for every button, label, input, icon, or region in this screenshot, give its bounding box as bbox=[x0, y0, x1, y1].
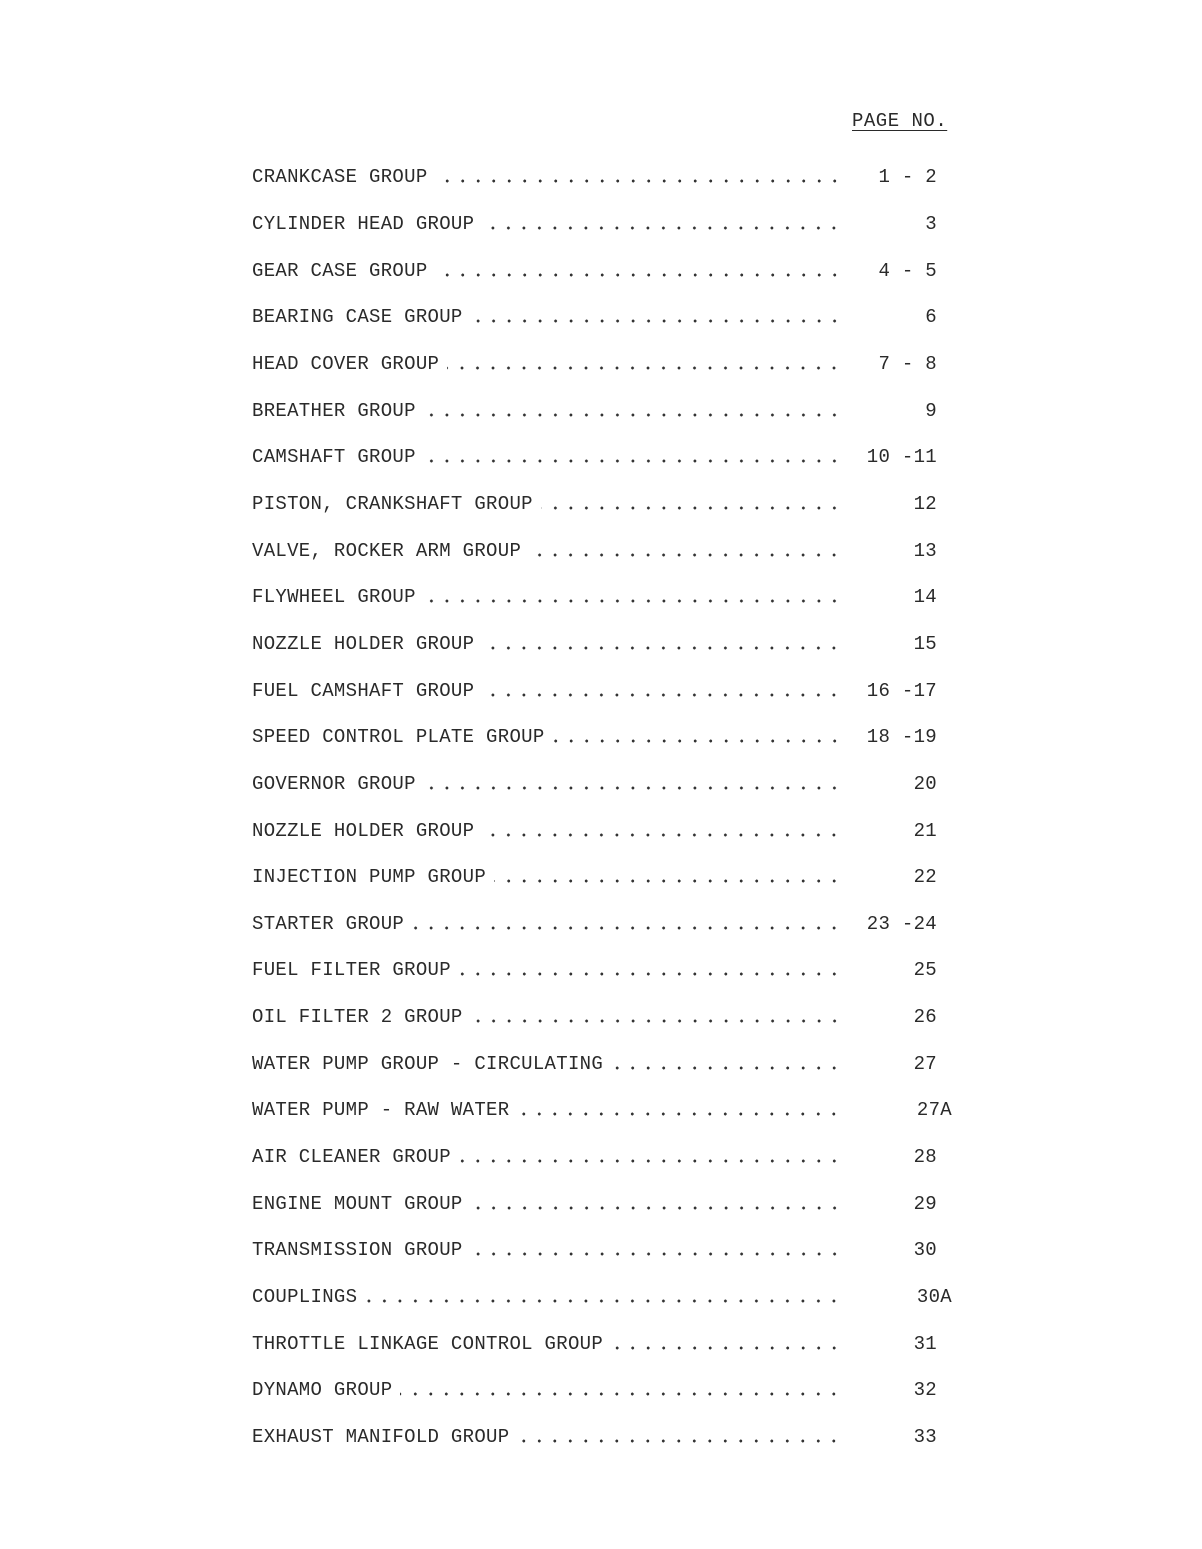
dot-leader bbox=[436, 273, 842, 277]
toc-entry bbox=[252, 294, 952, 341]
toc-entry-page: 30 bbox=[913, 1239, 937, 1262]
dot-leader bbox=[424, 459, 842, 463]
toc-entry-title: FUEL CAMSHAFT GROUP bbox=[252, 679, 475, 702]
toc-entry-page: 12 bbox=[913, 492, 937, 515]
dot-leader bbox=[400, 1392, 842, 1396]
toc-entry-page: 31 bbox=[913, 1332, 937, 1355]
dot-leader bbox=[482, 833, 842, 837]
dot-leader bbox=[471, 319, 842, 323]
dot-leader bbox=[412, 926, 842, 930]
dot-leader bbox=[424, 413, 842, 417]
dot-leader bbox=[471, 1252, 842, 1256]
toc-entry bbox=[252, 1087, 952, 1134]
page-no-header: PAGE NO. bbox=[852, 110, 948, 132]
toc-entry-page: 33 bbox=[913, 1426, 937, 1449]
toc-entry-page: 3 bbox=[925, 212, 937, 235]
dot-leader bbox=[424, 599, 842, 603]
toc-entry-page: 10 -11 bbox=[866, 446, 937, 469]
toc-entry-title: TRANSMISSION GROUP bbox=[252, 1239, 463, 1262]
toc-entry-title: CYLINDER HEAD GROUP bbox=[252, 212, 475, 235]
toc-entry bbox=[252, 667, 952, 714]
dot-leader bbox=[482, 693, 842, 697]
toc-entry bbox=[252, 947, 952, 994]
toc-entry-page: 9 bbox=[925, 399, 937, 422]
toc-entry-title: COUPLINGS bbox=[252, 1286, 358, 1309]
toc-entry bbox=[252, 481, 952, 528]
toc-entry-title: ENGINE MOUNT GROUP bbox=[252, 1192, 463, 1215]
toc-entry-page: 22 bbox=[913, 866, 937, 889]
toc-entry-page: 25 bbox=[913, 959, 937, 982]
dot-leader bbox=[541, 506, 842, 510]
toc-entry-title: AIR CLEANER GROUP bbox=[252, 1146, 451, 1169]
dot-leader bbox=[517, 1112, 842, 1116]
toc-entry-title: VALVE, ROCKER ARM GROUP bbox=[252, 539, 522, 562]
toc-entry bbox=[252, 1367, 952, 1414]
toc-entry-page: 20 bbox=[913, 772, 937, 795]
toc-entry bbox=[252, 247, 952, 294]
toc-entry-page: 27A bbox=[916, 1099, 952, 1122]
toc-entry-page: 32 bbox=[913, 1379, 937, 1402]
dot-leader bbox=[436, 179, 842, 183]
toc-entry-title: CAMSHAFT GROUP bbox=[252, 446, 416, 469]
toc-entry-page: 15 bbox=[913, 632, 937, 655]
dot-leader bbox=[447, 366, 842, 370]
toc-entry-title: GOVERNOR GROUP bbox=[252, 772, 416, 795]
toc-entry-page: 30A bbox=[916, 1286, 952, 1309]
dot-leader bbox=[471, 1019, 842, 1023]
toc-entry bbox=[252, 854, 952, 901]
dot-leader bbox=[611, 1066, 842, 1070]
toc-entry bbox=[252, 621, 952, 668]
toc-entry bbox=[252, 807, 952, 854]
toc-entry-page: 1 - 2 bbox=[878, 166, 937, 189]
dot-leader bbox=[517, 1439, 842, 1443]
toc-entry bbox=[252, 994, 952, 1041]
toc-entry-page: 29 bbox=[913, 1192, 937, 1215]
toc-entry bbox=[252, 901, 952, 948]
dot-leader bbox=[459, 972, 842, 976]
toc-entry-title: PISTON, CRANKSHAFT GROUP bbox=[252, 492, 533, 515]
toc-entry-title: GEAR CASE GROUP bbox=[252, 259, 428, 282]
toc-entry bbox=[252, 574, 952, 621]
toc-entry-title: OIL FILTER 2 GROUP bbox=[252, 1006, 463, 1029]
toc-entry bbox=[252, 1134, 952, 1181]
toc-entry-title: NOZZLE HOLDER GROUP bbox=[252, 632, 475, 655]
toc-entry-title: DYNAMO GROUP bbox=[252, 1379, 393, 1402]
toc-entry-page: 18 -19 bbox=[866, 726, 937, 749]
toc-entry bbox=[252, 714, 952, 761]
toc-entry-page: 21 bbox=[913, 819, 937, 842]
dot-leader bbox=[494, 879, 842, 883]
toc-entry-page: 4 - 5 bbox=[878, 259, 937, 282]
table-of-contents bbox=[252, 154, 952, 1460]
toc-entry-title: STARTER GROUP bbox=[252, 912, 405, 935]
toc-entry-page: 26 bbox=[913, 1006, 937, 1029]
toc-entry-title: WATER PUMP GROUP - CIRCULATING bbox=[252, 1052, 604, 1075]
toc-entry-page: 6 bbox=[925, 306, 937, 329]
toc-entry-page: 27 bbox=[913, 1052, 937, 1075]
toc-entry-title: BREATHER GROUP bbox=[252, 399, 416, 422]
toc-entry-page: 13 bbox=[913, 539, 937, 562]
toc-entry bbox=[252, 1274, 952, 1321]
toc-entry-page: 14 bbox=[913, 586, 937, 609]
toc-entry-title: BEARING CASE GROUP bbox=[252, 306, 463, 329]
toc-entry bbox=[252, 387, 952, 434]
dot-leader bbox=[529, 553, 842, 557]
toc-entry bbox=[252, 1180, 952, 1227]
dot-leader bbox=[365, 1299, 842, 1303]
dot-leader bbox=[471, 1206, 842, 1210]
toc-entry-title: WATER PUMP - RAW WATER bbox=[252, 1099, 510, 1122]
toc-entry bbox=[252, 1227, 952, 1274]
toc-entry-title: FLYWHEEL GROUP bbox=[252, 586, 416, 609]
toc-entry-title: SPEED CONTROL PLATE GROUP bbox=[252, 726, 545, 749]
dot-leader bbox=[424, 786, 842, 790]
toc-entry bbox=[252, 1040, 952, 1087]
dot-leader bbox=[611, 1346, 842, 1350]
toc-entry bbox=[252, 154, 952, 201]
dot-leader bbox=[482, 646, 842, 650]
toc-entry bbox=[252, 434, 952, 481]
toc-entry-page: 16 -17 bbox=[866, 679, 937, 702]
toc-entry-page: 28 bbox=[913, 1146, 937, 1169]
toc-entry-title: FUEL FILTER GROUP bbox=[252, 959, 451, 982]
toc-entry bbox=[252, 527, 952, 574]
toc-entry-page: 23 -24 bbox=[866, 912, 937, 935]
toc-entry bbox=[252, 201, 952, 248]
toc-entry bbox=[252, 1414, 952, 1461]
toc-entry-title: NOZZLE HOLDER GROUP bbox=[252, 819, 475, 842]
dot-leader bbox=[553, 739, 842, 743]
dot-leader bbox=[482, 226, 842, 230]
toc-entry-page: 7 - 8 bbox=[878, 352, 937, 375]
toc-entry-title: INJECTION PUMP GROUP bbox=[252, 866, 487, 889]
toc-entry-title: THROTTLE LINKAGE CONTROL GROUP bbox=[252, 1332, 604, 1355]
toc-entry bbox=[252, 1320, 952, 1367]
toc-entry-title: EXHAUST MANIFOLD GROUP bbox=[252, 1426, 510, 1449]
toc-entry bbox=[252, 761, 952, 808]
toc-entry-title: CRANKCASE GROUP bbox=[252, 166, 428, 189]
toc-entry bbox=[252, 341, 952, 388]
toc-entry-title: HEAD COVER GROUP bbox=[252, 352, 440, 375]
dot-leader bbox=[459, 1159, 842, 1163]
